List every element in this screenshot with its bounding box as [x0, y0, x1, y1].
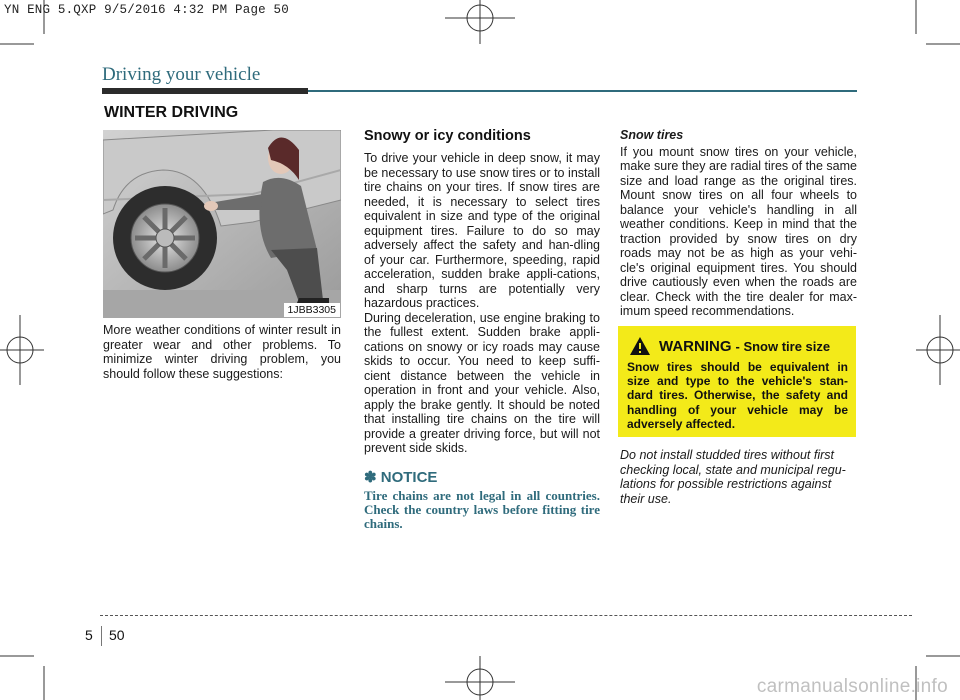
- snowy-heading: Snowy or icy conditions: [364, 128, 531, 144]
- print-slug: YN ENG 5.QXP 9/5/2016 4:32 PM Page 50: [4, 3, 289, 17]
- warning-box: [618, 326, 856, 437]
- chapter-number: 5: [85, 627, 93, 643]
- snow-tires-heading: Snow tires: [620, 128, 684, 142]
- right-column: [620, 128, 857, 319]
- warning-label: WARNING: [659, 337, 732, 355]
- warning-title: [629, 336, 848, 356]
- footer-rule: [100, 615, 912, 616]
- figure-code: 1JBB3305: [284, 303, 340, 317]
- notice-heading: [364, 469, 600, 486]
- middle-column: [364, 128, 600, 531]
- notice-icon: ✽: [364, 468, 377, 486]
- intro-column: [103, 323, 341, 381]
- page-number: 50: [109, 627, 125, 643]
- section-bar: [102, 88, 308, 94]
- tire-chain-illustration: [103, 130, 341, 318]
- notice-text: Tire chains are not legal in all countries. Check the country laws before fitting tire chains.: [364, 487, 600, 531]
- snowy-paragraph-2: During deceleration, use engine braking to the fullest extent. Sudden brake appli-cations on snowy or icy roads may cause skids to occur. You need to keep suffi-cient distance between the vehicle in operation in front and your vehicle. Also, apply the brake gently. It should be noted that installing tire chains on the tire will provide a greater driving force, but will not prevent side skids.: [364, 310, 600, 455]
- warning-subtitle: - Snow tire size: [735, 338, 831, 354]
- section-rule: [308, 90, 857, 92]
- folio-divider: [101, 626, 102, 646]
- snowy-paragraph-1: To drive your vehicle in deep snow, it may be necessary to use snow tires or to install tire chains on your tires. If snow tires are needed, it is necessary to select tires equivalent in size and type of the original equipment tires. Failure to do so may adversely affect the safety and han-dling of your car. Furthermore, speeding, rapid acceleration, sudden brake appli-cations, and sharp turns are potentially very hazardous practices.: [364, 151, 600, 310]
- warning-text: Snow tires should be equivalent in size and type to the vehicle's stan-dard tires. Otherwise, the safety and handling of your vehicle may be adversely affected.: [627, 360, 848, 431]
- notice-label: NOTICE: [380, 468, 438, 486]
- snow-tires-text: If you mount snow tires on your vehicle, make sure they are radial tires of the same size and load range as the original tires. Mount snow tires on all four wheels to balance your vehicle's handling in all weather conditions. Keep in mind that the traction provided by snow tires on dry roads may not be as high as your vehi-cle's original equipment tires. You should drive cautiously even when the roads are clear. Check with the tire dealer for max-imum speed recommendations.: [620, 144, 857, 318]
- section-title: Driving your vehicle: [102, 64, 261, 85]
- illustration-art: [103, 130, 341, 318]
- page-title: WINTER DRIVING: [104, 104, 239, 121]
- intro-text: More weather conditions of winter result in greater wear and other problems. To minimize winter driving problem, you should follow these suggestions:: [103, 323, 341, 381]
- warning-triangle-icon: [629, 336, 651, 356]
- site-watermark: carmanualsonline.info: [756, 676, 948, 697]
- studded-tires-note: Do not install studded tires without first checking local, state and municipal regu-lations for possible restrictions against their use.: [620, 448, 846, 506]
